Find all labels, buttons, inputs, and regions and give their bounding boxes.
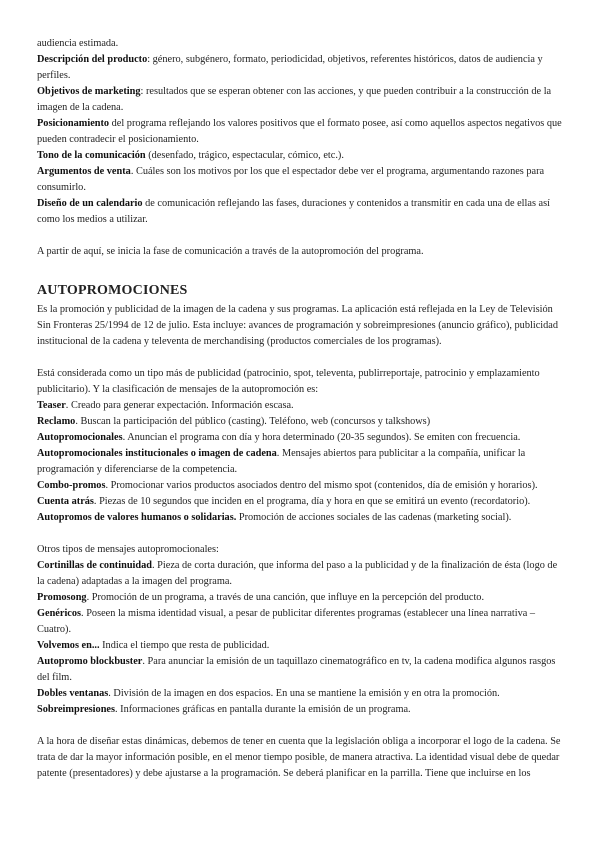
list-item: Cuenta atrás. Piezas de 10 segundos que inciden en el programa, día y hora en que se emitirá un evento (recordatorio). (37, 496, 531, 507)
definition-block (37, 302, 564, 350)
closing-paragraph: A la hora de diseñar estas dinámicas, debemos de tener en cuenta que la legislación obliga a incorporar el logo de la cadena. Se trata de dar la mayor información posible, en el menor tiempo posible, de manera atractiva. La identidad visual debe de quedar patente (presentadores) y debe ajustarse a la programación. Se deberá planificar en la parrilla. Tiene que incluirse en los (37, 736, 561, 779)
item-term: Combo-promos (37, 480, 106, 491)
item-term: Diseño de un calendario (37, 198, 143, 209)
list-item: Posicionamiento del programa reflejando los valores positivos que el formato posee, así como aquellos aspectos negativos que pueden contradecir el posicionamiento. (37, 118, 562, 145)
list-item: Sobreimpresiones. Informaciones gráficas en pantalla durante la emisión de un programa. (37, 704, 411, 715)
list-item: Diseño de un calendario de comunicación reflejando las fases, duraciones y contenidos a transmitir en cada una de ellas así como los medios a utilizar. (37, 198, 550, 225)
list-item: Autopromocionales institucionales o imagen de cadena. Mensajes abiertos para publicitar a la compañía, unificar la programación y diferenciarse de la competencia. (37, 448, 526, 475)
list-item: Argumentos de venta. Cuáles son los motivos por los que el espectador debe ver el programa, argumentando razones para consumirlo. (37, 166, 545, 193)
item-term: Descripción del producto (37, 54, 148, 65)
item-term: Teaser (37, 400, 66, 411)
list-item: Autopromocionales. Anuncian el programa con día y hora determinado (20-35 segundos). Se emiten con frecuencia. (37, 432, 521, 443)
item-term: Autopromos de valores humanos o solidarias. (37, 512, 237, 523)
item-term: Autopromocionales (37, 432, 123, 443)
section-heading: AUTOPROMOCIONES (37, 283, 188, 298)
item-term: Argumentos de venta (37, 166, 131, 177)
closing-block (37, 734, 564, 782)
item-term: Reclamo (37, 416, 76, 427)
item-term: Dobles ventanas (37, 688, 109, 699)
other-types-intro: Otros tipos de mensajes autopromocionales: (37, 544, 219, 555)
intro-paragraph-block (37, 244, 564, 260)
list-item: Volvemos en... Indica el tiempo que resta de publicidad. (37, 640, 270, 651)
item-term: Autopromocionales institucionales o imagen de cadena (37, 448, 277, 459)
list-item: Promosong. Promoción de un programa, a través de una canción, que influye en la percepción del producto. (37, 592, 485, 603)
list-item: Objetivos de marketing: resultados que se esperan obtener con las acciones, y que pueden contribuir a la construcción de la imagen de la cadena. (37, 86, 552, 113)
classification-list (37, 366, 564, 526)
item-term: Promosong (37, 592, 87, 603)
list-item: Reclamo. Buscan la participación del público (casting). Teléfono, web (concursos y talkshows) (37, 416, 431, 427)
list-item: Tono de la comunicación (desenfado, trágico, espectacular, cómico, etc.). (37, 150, 344, 161)
list-item: Autopromo blockbuster. Para anunciar la emisión de un taquillazo cinematográfico en tv, la cadena modifica algunos rasgos del film. (37, 656, 556, 683)
list-item: Genéricos. Poseen la misma identidad visual, a pesar de publicitar diferentes programas (establecer una línea narrativa – Cuatro). (37, 608, 536, 635)
list-item: Teaser. Creado para generar expectación. Información escasa. (37, 400, 294, 411)
item-term: Tono de la comunicación (37, 150, 146, 161)
list-item: Autopromos de valores humanos o solidarias. Promoción de acciones sociales de las cadenas (marketing social). (37, 512, 512, 523)
marketing-plan-list (37, 0, 564, 228)
item-term: Autopromo blockbuster (37, 656, 143, 667)
item-term: Cortinillas de continuidad (37, 560, 153, 571)
item-term: Posicionamiento (37, 118, 110, 129)
item-term: Cuenta atrás (37, 496, 94, 507)
item-term: Genéricos (37, 608, 82, 619)
other-types-list (37, 542, 564, 718)
list-item: Dobles ventanas. División de la imagen en dos espacios. En una se mantiene la emisión y en otra la promoción. (37, 688, 500, 699)
item-term: Objetivos de marketing (37, 86, 141, 97)
list-item: Descripción del producto: género, subgénero, formato, periodicidad, objetivos, referentes históricos, datos de audiencia y perfiles. (37, 54, 543, 81)
list-item: audiencia estimada. (37, 38, 119, 49)
intro-paragraph: A partir de aquí, se inicia la fase de comunicación a través de la autopromoción del programa. (37, 246, 424, 257)
item-term: Sobreimpresiones (37, 704, 115, 715)
list-item: Cortinillas de continuidad. Pieza de corta duración, que informa del paso a la publicidad y de la finalización de ésta (logo de la cadena) adaptadas a la imagen del programa. (37, 560, 558, 587)
item-term: Volvemos en... (37, 640, 100, 651)
definition-paragraph: Es la promoción y publicidad de la imagen de la cadena y sus programas. La aplicación está reflejada en la Ley de Televisión Sin Fronteras 25/1994 de 12 de julio. Esta incluye: avances de programación y sobreimpresiones (anuncio gráfico), publicidad institucional de la cadena y televenta de merchandising (productos comerciales de los programas). (37, 304, 558, 347)
list-item: Combo-promos. Promocionar varios productos asociados dentro del mismo spot (contenidos, día de emisión y horarios). (37, 480, 538, 491)
classification-intro: Está considerada como un tipo más de publicidad (patrocinio, spot, televenta, publirreportaje, patrocinio y emplazamiento publicitario). Y la clasificación de mensajes de la autopromoción es: (37, 368, 540, 395)
